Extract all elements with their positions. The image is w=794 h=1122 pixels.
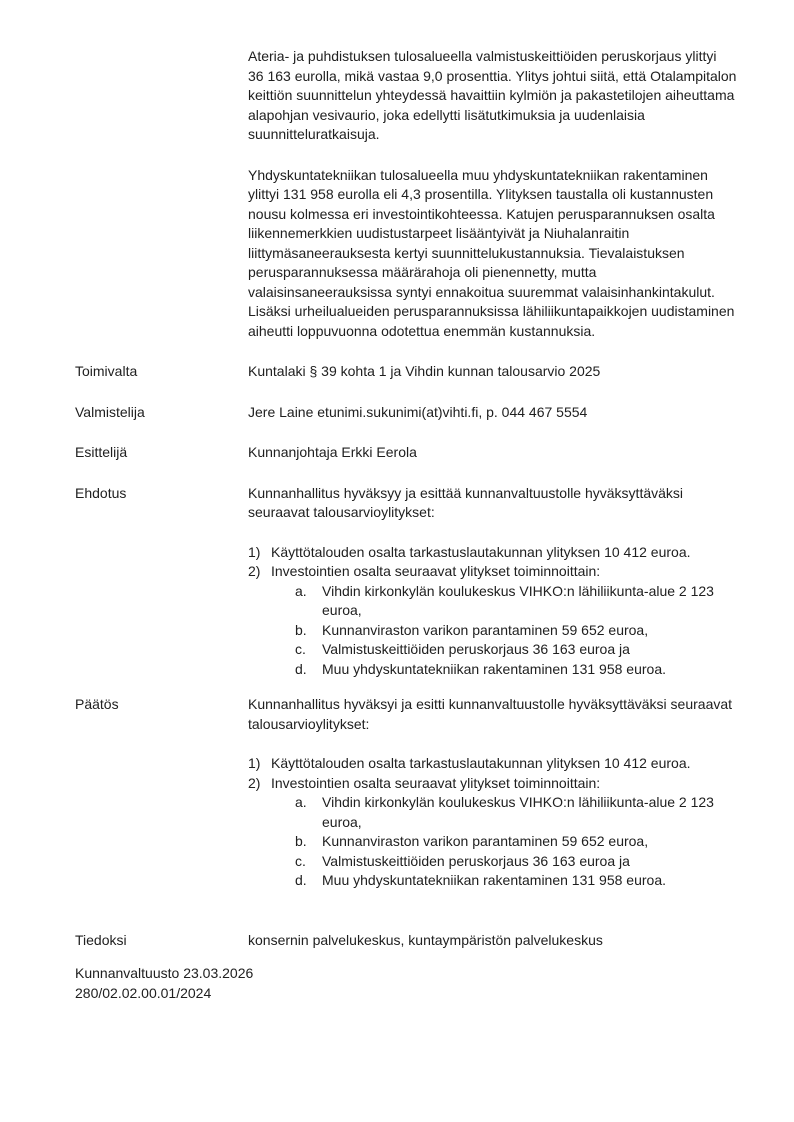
- sub-list-item-marker: d.: [295, 872, 307, 888]
- ehdotus-list: [248, 543, 740, 680]
- sub-list-item: [295, 852, 740, 872]
- section-label-paatos: Päätös: [75, 696, 119, 712]
- field-row-tiedoksi: [75, 931, 740, 951]
- sub-list-item-text: Vihdin kirkonkylän koulukeskus VIHKO:n lähiliikunta-alue 2 123 euroa,: [322, 794, 714, 830]
- sub-list-item-marker: b.: [295, 621, 307, 638]
- field-value-toimivalta: Kuntalaki § 39 kohta 1 ja Vihdin kunnan talousarvio 2025: [248, 363, 601, 379]
- list-item-text: Investointien osalta seuraavat ylitykset toiminnoittain:: [271, 563, 601, 579]
- field-label-valmistelija: Valmistelija: [75, 403, 145, 420]
- list-item-marker: 2): [248, 774, 261, 791]
- paragraph-yhdyskuntatekniikka: Yhdyskuntatekniikan tulosalueella muu yhdyskuntatekniikan rakentaminen ylittyi 131 958 eurolla eli 4,3 prosentilla. Ylityksen taustalla oli kustannusten nousu kolmessa eri investointikohteessa. Katujen perusparannuksen osalta liikennemerkkien uudistustarpeet lisääntyivät ja Niuhalanraitin liittymäsaneerauksesta kertyi suunnittelukustannuksia. Tievalaistuksen perusparannuksessa määrärahoja oli pienennetty, mutta valaisinsaneerauksissa syntyi ennakoitua suuremmat valaisinhankintakulut. Lisäksi urheilualueiden perusparannuksissa lähiliikuntapaikkojen uudistaminen aiheutti loppuvuonna odotettua enemmän kustannuksia.: [248, 166, 735, 339]
- section-label-ehdotus: Ehdotus: [75, 484, 127, 501]
- list-item-marker: 1): [248, 543, 261, 560]
- sub-list-item-text: Valmistuskeittiöiden peruskorjaus 36 163 euroa ja: [322, 852, 630, 869]
- footer-meeting-line: Kunnanvaltuusto 23.03.2026: [75, 965, 254, 981]
- sub-list-item: [295, 621, 740, 641]
- sub-list-item-marker: a.: [295, 582, 307, 599]
- sub-list-item-marker: c.: [295, 852, 306, 869]
- sub-list-item: [295, 832, 740, 852]
- sub-list-item-text: Valmistuskeittiöiden peruskorjaus 36 163 euroa ja: [322, 641, 630, 657]
- sub-list-item-text: Muu yhdyskuntatekniikan rakentaminen 131 958 euroa.: [322, 660, 666, 677]
- sub-list-item: [295, 582, 740, 621]
- sub-list-item: [295, 640, 740, 660]
- sub-list-item: [295, 793, 740, 832]
- field-label-toimivalta: Toimivalta: [75, 363, 138, 379]
- field-label-tiedoksi: Tiedoksi: [75, 931, 127, 948]
- list-item: [248, 543, 740, 563]
- sub-list-item-marker: d.: [295, 660, 307, 677]
- sub-list-item-text: Vihdin kirkonkylän koulukeskus VIHKO:n lähiliikunta-alue 2 123 euroa,: [322, 582, 714, 618]
- paatos-list: [248, 754, 740, 891]
- sub-list-item-marker: a.: [295, 794, 307, 810]
- list-item-text: Investointien osalta seuraavat ylitykset toiminnoittain:: [271, 774, 601, 791]
- sub-list-item-text: Kunnanviraston varikon parantaminen 59 652 euroa,: [322, 833, 649, 849]
- list-item: [248, 754, 740, 774]
- list-item: [248, 562, 740, 582]
- field-value-tiedoksi: konsernin palvelukeskus, kuntaympäristön palvelukeskus: [248, 931, 603, 948]
- field-row-valmistelija: [75, 403, 740, 423]
- sub-list-item-text: Kunnanviraston varikon parantaminen 59 652 euroa,: [322, 621, 649, 638]
- field-value-esittelija: Kunnanjohtaja Erkki Eerola: [248, 444, 417, 460]
- section-content-ehdotus: [248, 484, 740, 680]
- sub-list-item-marker: b.: [295, 833, 307, 849]
- field-value-valmistelija: Jere Laine etunimi.sukunimi(at)vihti.fi, p. 044 467 5554: [248, 403, 588, 420]
- list-item: [248, 774, 740, 794]
- list-item-marker: 2): [248, 563, 261, 579]
- ehdotus-intro: Kunnanhallitus hyväksyy ja esittää kunnanvaltuustolle hyväksyttäväksi seuraavat talousarvioylitykset:: [248, 484, 684, 520]
- field-label-esittelija: Esittelijä: [75, 444, 128, 460]
- sub-list-item: [295, 660, 740, 680]
- list-item-text: Käyttötalouden osalta tarkastuslautakunnan ylityksen 10 412 euroa.: [271, 543, 691, 560]
- section-paatos: [75, 695, 740, 891]
- field-row-esittelija: [75, 443, 740, 463]
- sub-list-item-marker: c.: [295, 641, 306, 657]
- document-footer: [75, 964, 740, 1003]
- paragraph-ateria-puhdistus: Ateria- ja puhdistuksen tulosalueella valmistuskeittiöiden peruskorjaus ylittyi 36 163 eurolla, mikä vastaa 9,0 prosenttia. Ylitys johtui siitä, että Otalampitalon keittiön suunnittelun yhteydessä havaittiin kylmiön ja pakastetilojen aiheuttama alapohjan vesivaurio, joka edellytti lisätutkimuksia ja uudenlaisia suunnitteluratkaisuja.: [248, 48, 737, 142]
- sub-list-item: [295, 871, 740, 891]
- list-item-text: Käyttötalouden osalta tarkastuslautakunnan ylityksen 10 412 euroa.: [271, 755, 691, 771]
- footer-case-number: 280/02.02.00.01/2024: [75, 984, 212, 1001]
- list-item-marker: 1): [248, 755, 261, 771]
- section-ehdotus: [75, 484, 740, 680]
- field-row-toimivalta: [75, 362, 740, 382]
- sub-list-item-text: Muu yhdyskuntatekniikan rakentaminen 131 958 euroa.: [322, 872, 666, 888]
- body-paragraphs: [248, 47, 740, 341]
- paatos-intro: Kunnanhallitus hyväksyi ja esitti kunnanvaltuustolle hyväksyttäväksi seuraavat talousarvioylitykset:: [248, 696, 733, 732]
- section-content-paatos: [248, 695, 740, 891]
